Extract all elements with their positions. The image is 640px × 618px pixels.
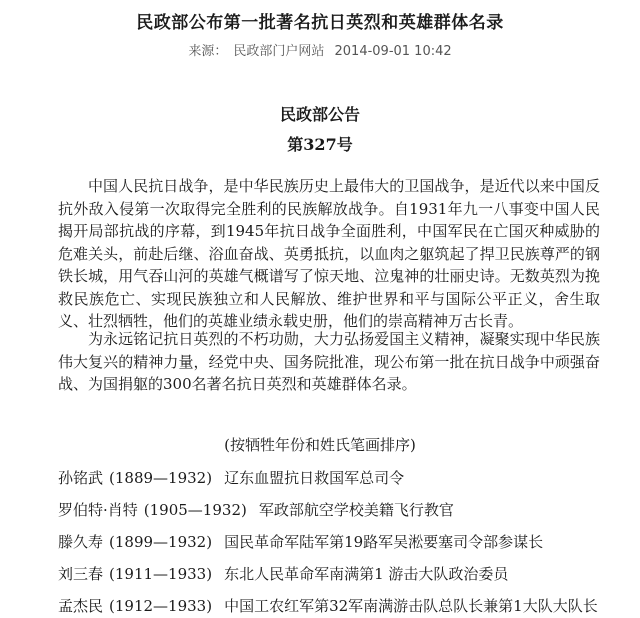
source-label: 来源： [188, 44, 228, 59]
hero-name: 孙铭武 [58, 469, 104, 487]
hero-name: 罗伯特·肖特 [58, 501, 138, 519]
paragraph-announcement: 为永远铭记抗日英烈的不朽功勋，大力弘扬爱国主义精神，凝聚实现中华民族伟大复兴的精神力量，经党中央、国务院批准，现公布第一批在抗日战争中顽强奋战、为国捐躯的300名著名抗日英烈和英雄群体名录。 [58, 330, 600, 393]
sort-note: (按牺牲年份和姓氏笔画排序) [224, 436, 416, 454]
notice-number: 第327号 [287, 135, 353, 154]
list-item [58, 594, 628, 618]
list-item [58, 530, 628, 562]
hero-years: (1899—1932) [109, 533, 213, 551]
list-item [58, 562, 628, 594]
paragraph-intro: 中国人民抗日战争，是中华民族历史上最伟大的卫国战争，是近代以来中国反抗外敌入侵第一次取得完全胜利的民族解放战争。自1931年九一八事变中国人民揭开局部抗战的序幕，到1945年抗日战争全面胜利，中国军民在亡国灭种威胁的危难关头，前赴后继、浴血奋战、英勇抵抗，以血肉之躯筑起了捍卫民族尊严的钢铁长城，用气吞山河的英雄气概谱写了惊天地、泣鬼神的壮丽史诗。无数英烈为挽救民族危亡、实现民族独立和人民解放、维护世界和平与国际公平正义，舍生取义、壮烈牺牲，他们的英雄业绩永载史册，他们的崇高精神万古长青。 [58, 177, 600, 330]
hero-years: (1911—1933) [109, 565, 213, 583]
notice-heading: 民政部公告 [279, 105, 360, 124]
hero-list [58, 466, 628, 618]
source-name: 民政部门户网站 [233, 44, 325, 59]
hero-years: (1905—1932) [143, 501, 247, 519]
hero-name: 孟杰民 [58, 597, 104, 615]
hero-description: 中国工农红军第32军南满游击队总队长兼第1大队大队长 [224, 597, 598, 615]
list-item [58, 466, 628, 498]
article-meta [0, 40, 640, 59]
hero-name: 刘三春 [58, 565, 104, 583]
hero-description: 军政部航空学校美籍飞行教官 [258, 501, 454, 519]
publish-datetime: 2014-09-01 10:42 [334, 44, 452, 59]
hero-years: (1912—1933) [109, 597, 213, 615]
hero-description: 国民革命军陆军第19路军吴淞要塞司令部参谋长 [224, 533, 544, 551]
hero-description: 辽东血盟抗日救国军总司令 [224, 469, 405, 487]
hero-years: (1889—1932) [109, 469, 213, 487]
hero-name: 滕久寿 [58, 533, 104, 551]
list-item [58, 498, 628, 530]
hero-description: 东北人民革命军南满第1 游击大队政治委员 [224, 565, 509, 583]
article-title: 民政部公布第一批著名抗日英烈和英雄群体名录 [136, 13, 504, 33]
